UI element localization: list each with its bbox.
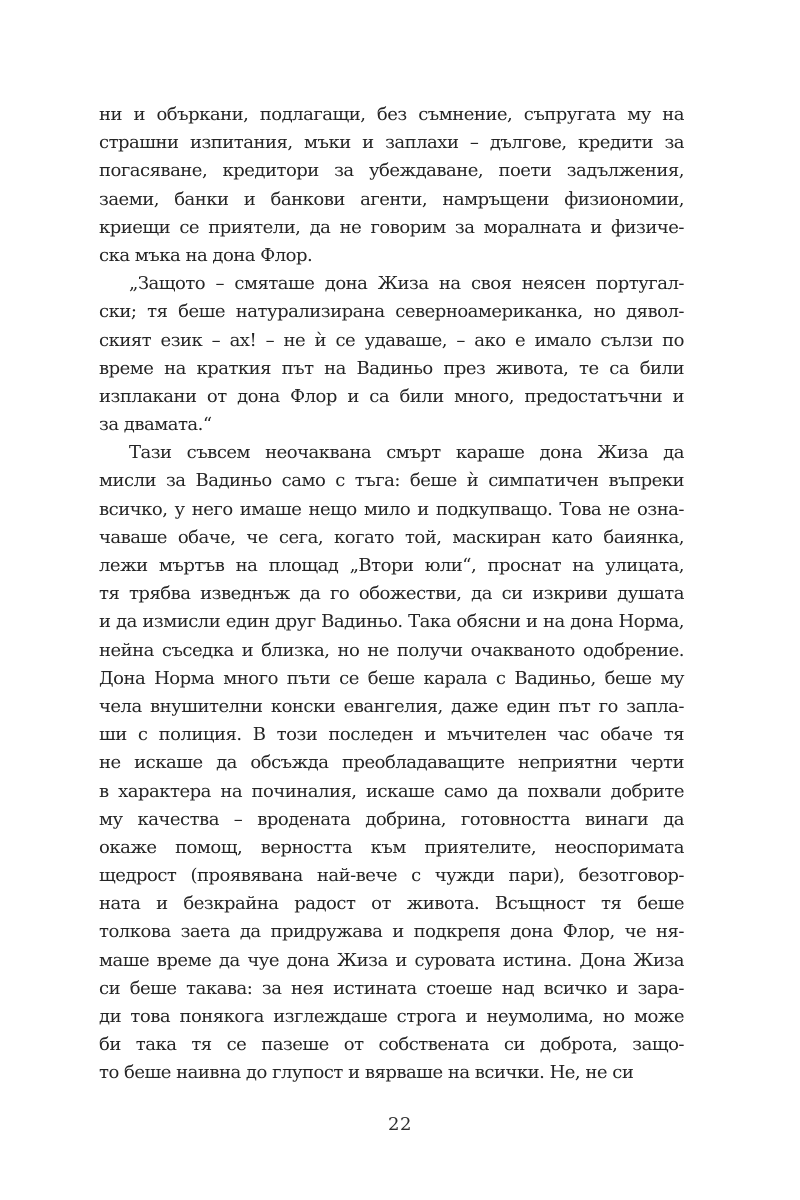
text-line: мисли за Вадиньо само с тъга: беше ѝ симпатичен въпреки bbox=[99, 470, 684, 492]
text-line: Дона Норма много пъти се беше карала с Вадиньо, беше му bbox=[99, 667, 684, 689]
text-line: ши с полиция. В този последен и мъчителен час обаче тя bbox=[99, 724, 684, 746]
text-line: криещи се приятели, да не говорим за моралната и физиче- bbox=[99, 216, 684, 238]
text-line: за двамата.“ bbox=[99, 414, 212, 436]
text-line: чаваше обаче, че сега, когато той, маскиран като баиянка, bbox=[99, 526, 684, 548]
paragraph bbox=[99, 270, 684, 439]
text-line: щедрост (проявявана най-вече с чужди пари), безотговор- bbox=[99, 865, 684, 887]
text-line: всичко, у него имаше нещо мило и подкупващо. Това не озна- bbox=[99, 498, 684, 520]
text-line: заеми, банки и банкови агенти, намръщени физиономии, bbox=[99, 188, 684, 210]
text-line: ни и объркани, подлагащи, без съмнение, съпругата му на bbox=[99, 104, 684, 125]
text-line: в характера на починалия, искаше само да похвали добрите bbox=[99, 780, 684, 802]
text-line: изплакани от дона Флор и са били много, предостатъчни и bbox=[99, 385, 684, 407]
text-line: си беше такава: за нея истината стоеше над всичко и зара- bbox=[99, 977, 684, 999]
text-line: ският език – ах! – не ѝ се удаваше, – ако е имало сълзи по bbox=[99, 329, 684, 351]
text-line: страшни изпитания, мъки и заплахи – дългове, кредити за bbox=[99, 132, 684, 154]
text-line: би така тя се пазеше от собствената си доброта, защо- bbox=[99, 1034, 684, 1056]
page-footer bbox=[0, 1114, 800, 1135]
text-line: тя трябва изведнъж да го обожестви, да си изкриви душата bbox=[99, 583, 684, 605]
text-line: време на краткия път на Вадиньо през живота, те са били bbox=[99, 357, 684, 379]
page-number: 22 bbox=[388, 1114, 412, 1135]
text-line: чела внушителни конски евангелия, даже един път го запла- bbox=[99, 695, 684, 717]
text-line: то беше наивна до глупост и вярваше на всички. Не, не си bbox=[99, 1062, 634, 1084]
text-line: ска мъка на дона Флор. bbox=[99, 244, 313, 266]
text-line: окаже помощ, верността към приятелите, неоспоримата bbox=[99, 836, 684, 858]
paragraph bbox=[99, 439, 684, 1087]
page-text-block bbox=[99, 101, 684, 1088]
text-line: не искаше да обсъжда преобладаващите неприятни черти bbox=[99, 752, 684, 774]
text-line: Тази съвсем неочаквана смърт караше дона Жиза да bbox=[129, 442, 684, 464]
text-line: погасяване, кредитори за убеждаване, поети задължения, bbox=[99, 160, 684, 182]
text-line: нейна съседка и близка, но не получи очакваното одобрение. bbox=[99, 639, 684, 661]
text-line: лежи мъртъв на площад „Втори юли“, проснат на улицата, bbox=[99, 555, 684, 576]
text-line: ски; тя беше натурализирана северноамериканка, но дявол- bbox=[99, 301, 684, 323]
text-line: и да измисли един друг Вадиньо. Така обясни и на дона Норма, bbox=[99, 611, 684, 633]
text-line: ната и безкрайна радост от живота. Всъщност тя беше bbox=[99, 893, 684, 915]
text-line: маше време да чуе дона Жиза и суровата истина. Дона Жиза bbox=[99, 949, 684, 971]
text-line: ди това понякога изглеждаше строга и неумолима, но може bbox=[99, 1006, 684, 1027]
text-line: му качества – вродената добрина, готовността винаги да bbox=[99, 808, 684, 830]
paragraph bbox=[99, 101, 684, 270]
text-line: толкова заета да придружава и подкрепя дона Флор, че ня- bbox=[99, 921, 684, 943]
text-line: „Защото – смяташе дона Жиза на своя неясен португал- bbox=[129, 273, 684, 295]
